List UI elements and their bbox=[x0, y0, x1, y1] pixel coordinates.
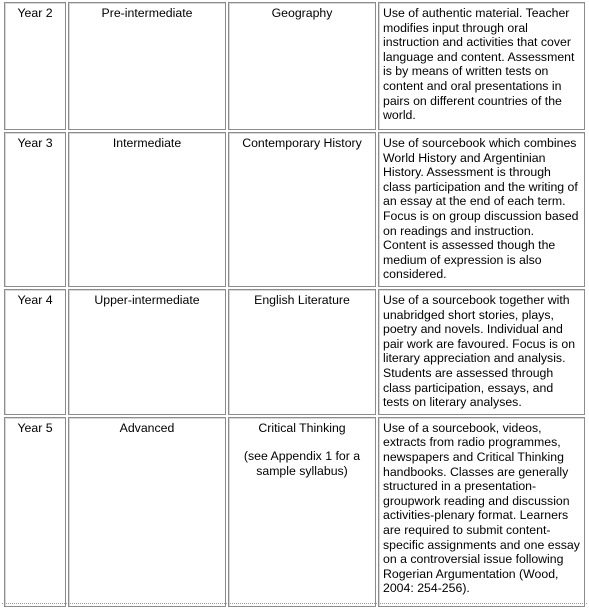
level-cell: Upper-intermediate bbox=[68, 289, 226, 415]
document-frame bbox=[2, 0, 587, 604]
subject-cell bbox=[228, 132, 376, 287]
syllabus-table bbox=[2, 0, 587, 609]
year-cell: Year 5 bbox=[4, 417, 66, 607]
level-cell: Pre-intermediate bbox=[68, 2, 226, 130]
subject-cell bbox=[228, 417, 376, 607]
table-row bbox=[4, 132, 585, 287]
description-cell: Use of authentic material. Teacher modifies input through oral instruction and activities that cover language and content. Assessment is by means of written tests on content and oral presentations in pairs on different countries of the world. bbox=[378, 2, 585, 130]
subject-text: Contemporary History bbox=[242, 136, 362, 150]
year-cell: Year 4 bbox=[4, 289, 66, 415]
level-cell: Advanced bbox=[68, 417, 226, 607]
level-cell: Intermediate bbox=[68, 132, 226, 287]
description-cell: Use of a sourcebook together with unabridged short stories, plays, poetry and novels. Individual and pair work are favoured. Focus is on literary appreciation and analysis. Students are assessed through class participation, essays, and tests on literary analyses. bbox=[378, 289, 585, 415]
subject-text: English Literature bbox=[254, 293, 350, 307]
year-cell: Year 2 bbox=[4, 2, 66, 130]
subject-text: Critical Thinking bbox=[258, 420, 346, 435]
description-cell: Use of a sourcebook, videos, extracts from radio programmes, newspapers and Critical Thinking handbooks. Classes are generally structured in a presentation-groupwork reading and discussion activities-plenary format. Learners are required to submit content-specific assignments and one essay on a controversial issue following Rogerian Argumentation (Wood, 2004: 254-256). bbox=[378, 417, 585, 607]
description-cell: Use of sourcebook which combines World History and Argentinian History. Assessment is through class participation and the writing of an essay at the end of each term. Focus is on group discussion based on readings and instruction. Content is assessed though the medium of expression is also considered. bbox=[378, 132, 585, 287]
table-row bbox=[4, 2, 585, 130]
year-cell: Year 3 bbox=[4, 132, 66, 287]
table-row bbox=[4, 417, 585, 607]
subject-cell bbox=[228, 289, 376, 415]
table-row bbox=[4, 289, 585, 415]
subject-text: Geography bbox=[271, 6, 333, 20]
subject-note: (see Appendix 1 for a sample syllabus) bbox=[243, 449, 361, 478]
subject-cell bbox=[228, 2, 376, 130]
